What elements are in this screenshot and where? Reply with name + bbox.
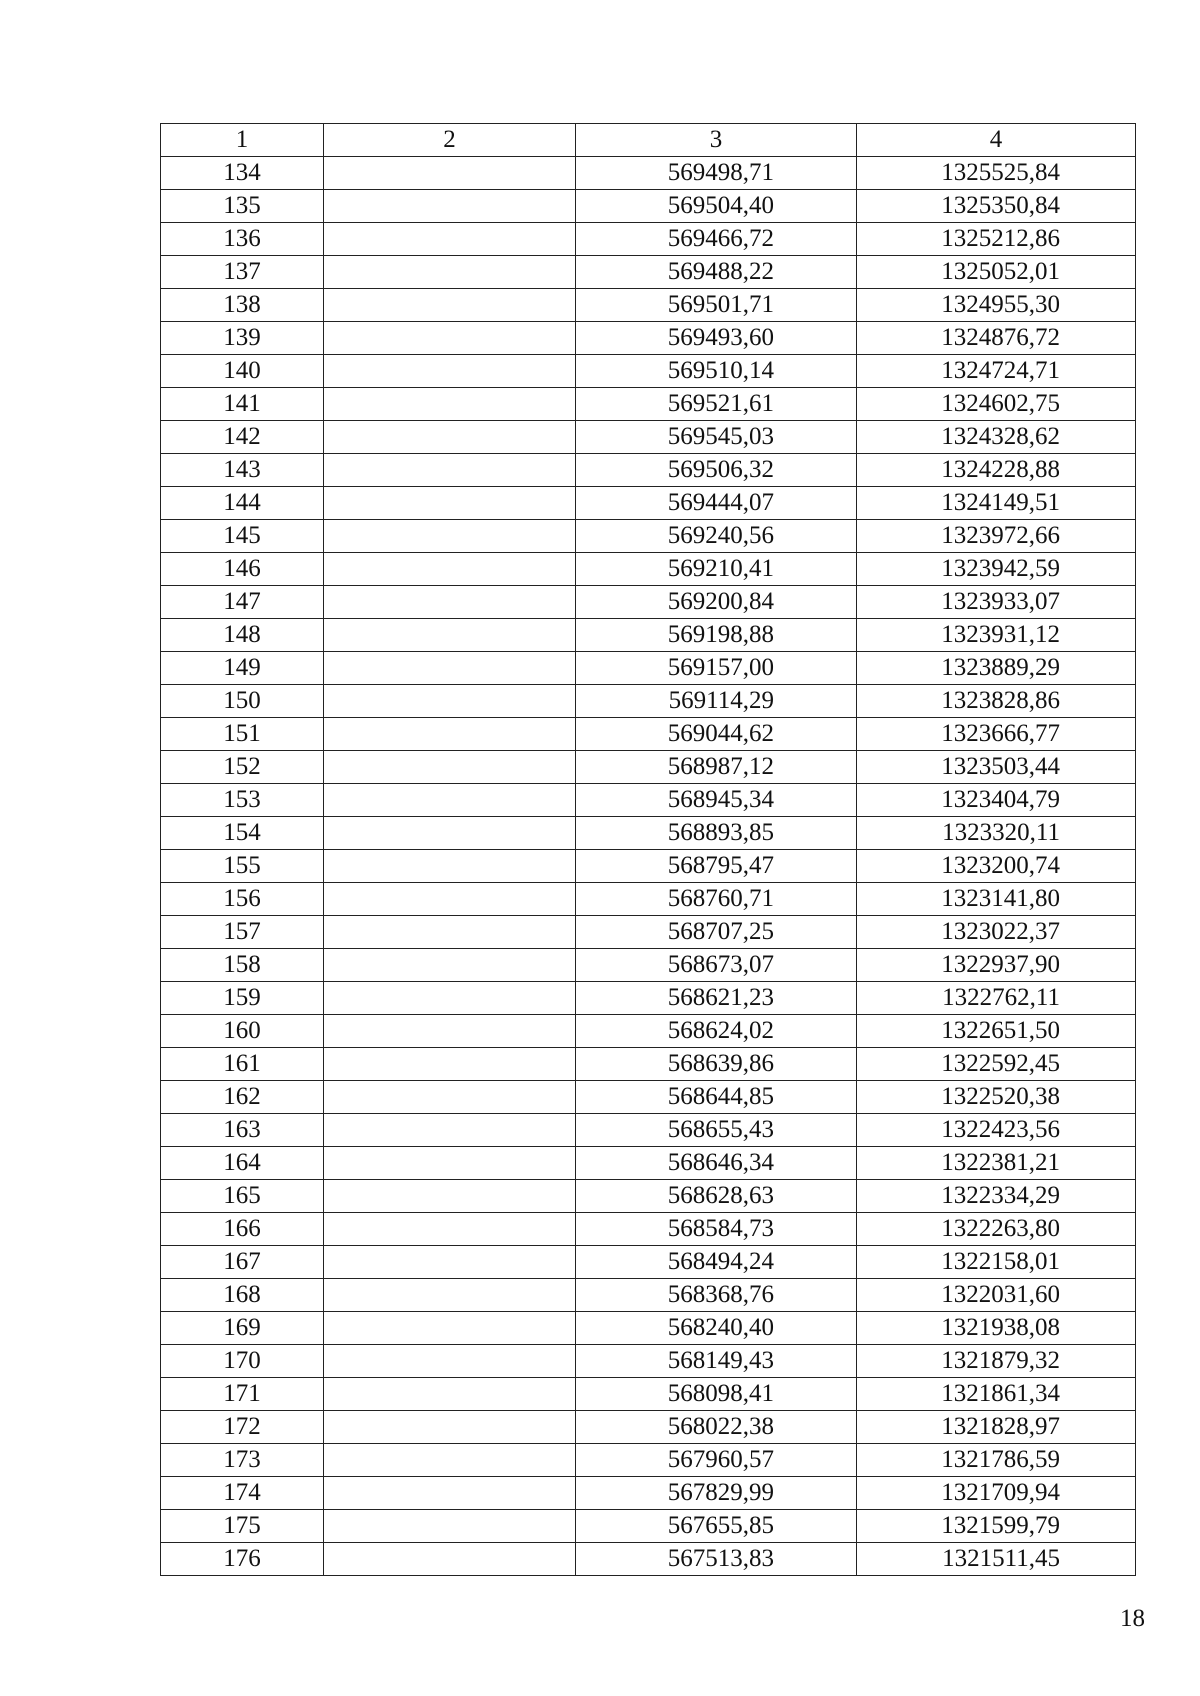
blank-cell <box>324 850 576 883</box>
x-coordinate-cell: 568987,12 <box>576 751 857 784</box>
table-row <box>161 289 1136 322</box>
point-number-cell: 136 <box>161 223 324 256</box>
x-coordinate-cell: 568893,85 <box>576 817 857 850</box>
point-number-cell: 160 <box>161 1015 324 1048</box>
x-coordinate-cell: 569510,14 <box>576 355 857 388</box>
x-coordinate-cell: 569466,72 <box>576 223 857 256</box>
blank-cell <box>324 1444 576 1477</box>
blank-cell <box>324 652 576 685</box>
point-number-cell: 135 <box>161 190 324 223</box>
blank-cell <box>324 520 576 553</box>
x-coordinate-cell: 568673,07 <box>576 949 857 982</box>
column-header-4: 4 <box>857 124 1136 157</box>
x-coordinate-cell: 569444,07 <box>576 487 857 520</box>
y-coordinate-cell: 1323200,74 <box>857 850 1136 883</box>
x-coordinate-cell: 568494,24 <box>576 1246 857 1279</box>
table-body <box>161 157 1136 1576</box>
blank-cell <box>324 1015 576 1048</box>
y-coordinate-cell: 1325350,84 <box>857 190 1136 223</box>
y-coordinate-cell: 1321861,34 <box>857 1378 1136 1411</box>
blank-cell <box>324 685 576 718</box>
y-coordinate-cell: 1322381,21 <box>857 1147 1136 1180</box>
y-coordinate-cell: 1325212,86 <box>857 223 1136 256</box>
x-coordinate-cell: 568644,85 <box>576 1081 857 1114</box>
point-number-cell: 158 <box>161 949 324 982</box>
point-number-cell: 167 <box>161 1246 324 1279</box>
table-row <box>161 817 1136 850</box>
y-coordinate-cell: 1325052,01 <box>857 256 1136 289</box>
blank-cell <box>324 1213 576 1246</box>
y-coordinate-cell: 1322263,80 <box>857 1213 1136 1246</box>
point-number-cell: 157 <box>161 916 324 949</box>
x-coordinate-cell: 569501,71 <box>576 289 857 322</box>
y-coordinate-cell: 1323404,79 <box>857 784 1136 817</box>
x-coordinate-cell: 569521,61 <box>576 388 857 421</box>
blank-cell <box>324 784 576 817</box>
point-number-cell: 138 <box>161 289 324 322</box>
table-row <box>161 883 1136 916</box>
y-coordinate-cell: 1324149,51 <box>857 487 1136 520</box>
y-coordinate-cell: 1323828,86 <box>857 685 1136 718</box>
y-coordinate-cell: 1322592,45 <box>857 1048 1136 1081</box>
point-number-cell: 165 <box>161 1180 324 1213</box>
x-coordinate-cell: 569198,88 <box>576 619 857 652</box>
blank-cell <box>324 883 576 916</box>
y-coordinate-cell: 1323972,66 <box>857 520 1136 553</box>
y-coordinate-cell: 1322520,38 <box>857 1081 1136 1114</box>
point-number-cell: 166 <box>161 1213 324 1246</box>
y-coordinate-cell: 1321709,94 <box>857 1477 1136 1510</box>
point-number-cell: 172 <box>161 1411 324 1444</box>
blank-cell <box>324 1345 576 1378</box>
table-row <box>161 1180 1136 1213</box>
point-number-cell: 173 <box>161 1444 324 1477</box>
table-row <box>161 1114 1136 1147</box>
y-coordinate-cell: 1322334,29 <box>857 1180 1136 1213</box>
table-row <box>161 718 1136 751</box>
point-number-cell: 150 <box>161 685 324 718</box>
point-number-cell: 151 <box>161 718 324 751</box>
y-coordinate-cell: 1324602,75 <box>857 388 1136 421</box>
y-coordinate-cell: 1322762,11 <box>857 982 1136 1015</box>
point-number-cell: 142 <box>161 421 324 454</box>
blank-cell <box>324 256 576 289</box>
point-number-cell: 155 <box>161 850 324 883</box>
y-coordinate-cell: 1323933,07 <box>857 586 1136 619</box>
table-row <box>161 388 1136 421</box>
y-coordinate-cell: 1322651,50 <box>857 1015 1136 1048</box>
x-coordinate-cell: 568368,76 <box>576 1279 857 1312</box>
point-number-cell: 161 <box>161 1048 324 1081</box>
point-number-cell: 139 <box>161 322 324 355</box>
point-number-cell: 156 <box>161 883 324 916</box>
y-coordinate-cell: 1324724,71 <box>857 355 1136 388</box>
blank-cell <box>324 817 576 850</box>
blank-cell <box>324 751 576 784</box>
table-row <box>161 355 1136 388</box>
x-coordinate-cell: 567655,85 <box>576 1510 857 1543</box>
blank-cell <box>324 1477 576 1510</box>
table-row <box>161 1081 1136 1114</box>
table-row <box>161 916 1136 949</box>
point-number-cell: 144 <box>161 487 324 520</box>
x-coordinate-cell: 568621,23 <box>576 982 857 1015</box>
table-row <box>161 784 1136 817</box>
y-coordinate-cell: 1322031,60 <box>857 1279 1136 1312</box>
y-coordinate-cell: 1321599,79 <box>857 1510 1136 1543</box>
blank-cell <box>324 619 576 652</box>
blank-cell <box>324 322 576 355</box>
blank-cell <box>324 1114 576 1147</box>
table-row <box>161 1279 1136 1312</box>
blank-cell <box>324 487 576 520</box>
y-coordinate-cell: 1322158,01 <box>857 1246 1136 1279</box>
table-row <box>161 322 1136 355</box>
y-coordinate-cell: 1324328,62 <box>857 421 1136 454</box>
y-coordinate-cell: 1324228,88 <box>857 454 1136 487</box>
y-coordinate-cell: 1323931,12 <box>857 619 1136 652</box>
point-number-cell: 176 <box>161 1543 324 1576</box>
y-coordinate-cell: 1321786,59 <box>857 1444 1136 1477</box>
table-row <box>161 553 1136 586</box>
point-number-cell: 147 <box>161 586 324 619</box>
x-coordinate-cell: 569114,29 <box>576 685 857 718</box>
x-coordinate-cell: 567960,57 <box>576 1444 857 1477</box>
table-row <box>161 1147 1136 1180</box>
table-row <box>161 1510 1136 1543</box>
y-coordinate-cell: 1323666,77 <box>857 718 1136 751</box>
y-coordinate-cell: 1323022,37 <box>857 916 1136 949</box>
x-coordinate-cell: 568022,38 <box>576 1411 857 1444</box>
table-row <box>161 1213 1136 1246</box>
table-row <box>161 520 1136 553</box>
x-coordinate-cell: 568639,86 <box>576 1048 857 1081</box>
x-coordinate-cell: 567829,99 <box>576 1477 857 1510</box>
table-row <box>161 421 1136 454</box>
table-row <box>161 487 1136 520</box>
y-coordinate-cell: 1323141,80 <box>857 883 1136 916</box>
y-coordinate-cell: 1323503,44 <box>857 751 1136 784</box>
x-coordinate-cell: 569498,71 <box>576 157 857 190</box>
y-coordinate-cell: 1324876,72 <box>857 322 1136 355</box>
point-number-cell: 174 <box>161 1477 324 1510</box>
table-row <box>161 1378 1136 1411</box>
y-coordinate-cell: 1322937,90 <box>857 949 1136 982</box>
point-number-cell: 143 <box>161 454 324 487</box>
y-coordinate-cell: 1323942,59 <box>857 553 1136 586</box>
point-number-cell: 141 <box>161 388 324 421</box>
point-number-cell: 152 <box>161 751 324 784</box>
blank-cell <box>324 1543 576 1576</box>
blank-cell <box>324 223 576 256</box>
point-number-cell: 137 <box>161 256 324 289</box>
blank-cell <box>324 586 576 619</box>
table-row <box>161 1543 1136 1576</box>
coordinates-table <box>160 123 1136 1576</box>
table-row <box>161 850 1136 883</box>
point-number-cell: 170 <box>161 1345 324 1378</box>
blank-cell <box>324 289 576 322</box>
x-coordinate-cell: 569545,03 <box>576 421 857 454</box>
x-coordinate-cell: 568240,40 <box>576 1312 857 1345</box>
blank-cell <box>324 1048 576 1081</box>
table-row <box>161 751 1136 784</box>
blank-cell <box>324 949 576 982</box>
x-coordinate-cell: 569210,41 <box>576 553 857 586</box>
table-row <box>161 949 1136 982</box>
page-number: 18 <box>1120 1605 1145 1632</box>
y-coordinate-cell: 1322423,56 <box>857 1114 1136 1147</box>
point-number-cell: 171 <box>161 1378 324 1411</box>
y-coordinate-cell: 1321828,97 <box>857 1411 1136 1444</box>
x-coordinate-cell: 568628,63 <box>576 1180 857 1213</box>
table-row <box>161 982 1136 1015</box>
y-coordinate-cell: 1321938,08 <box>857 1312 1136 1345</box>
column-header-1: 1 <box>161 124 324 157</box>
blank-cell <box>324 454 576 487</box>
table-header-row <box>161 124 1136 157</box>
point-number-cell: 163 <box>161 1114 324 1147</box>
y-coordinate-cell: 1323889,29 <box>857 652 1136 685</box>
x-coordinate-cell: 569488,22 <box>576 256 857 289</box>
table-row <box>161 1444 1136 1477</box>
x-coordinate-cell: 569157,00 <box>576 652 857 685</box>
blank-cell <box>324 1411 576 1444</box>
y-coordinate-cell: 1323320,11 <box>857 817 1136 850</box>
blank-cell <box>324 1510 576 1543</box>
table-row <box>161 1246 1136 1279</box>
table-row <box>161 1345 1136 1378</box>
x-coordinate-cell: 568707,25 <box>576 916 857 949</box>
point-number-cell: 149 <box>161 652 324 685</box>
x-coordinate-cell: 569200,84 <box>576 586 857 619</box>
x-coordinate-cell: 569493,60 <box>576 322 857 355</box>
point-number-cell: 140 <box>161 355 324 388</box>
blank-cell <box>324 1180 576 1213</box>
column-header-3: 3 <box>576 124 857 157</box>
blank-cell <box>324 1246 576 1279</box>
y-coordinate-cell: 1325525,84 <box>857 157 1136 190</box>
x-coordinate-cell: 568760,71 <box>576 883 857 916</box>
point-number-cell: 159 <box>161 982 324 1015</box>
column-header-2: 2 <box>324 124 576 157</box>
table-row <box>161 685 1136 718</box>
y-coordinate-cell: 1321511,45 <box>857 1543 1136 1576</box>
blank-cell <box>324 718 576 751</box>
blank-cell <box>324 1081 576 1114</box>
point-number-cell: 168 <box>161 1279 324 1312</box>
x-coordinate-cell: 569504,40 <box>576 190 857 223</box>
table-row <box>161 223 1136 256</box>
blank-cell <box>324 1147 576 1180</box>
x-coordinate-cell: 568624,02 <box>576 1015 857 1048</box>
table-row <box>161 157 1136 190</box>
blank-cell <box>324 157 576 190</box>
point-number-cell: 146 <box>161 553 324 586</box>
x-coordinate-cell: 569506,32 <box>576 454 857 487</box>
x-coordinate-cell: 568098,41 <box>576 1378 857 1411</box>
point-number-cell: 169 <box>161 1312 324 1345</box>
x-coordinate-cell: 568945,34 <box>576 784 857 817</box>
point-number-cell: 145 <box>161 520 324 553</box>
table-row <box>161 454 1136 487</box>
x-coordinate-cell: 568149,43 <box>576 1345 857 1378</box>
point-number-cell: 148 <box>161 619 324 652</box>
blank-cell <box>324 982 576 1015</box>
point-number-cell: 154 <box>161 817 324 850</box>
table-row <box>161 1048 1136 1081</box>
table-row <box>161 1477 1136 1510</box>
table-row <box>161 1411 1136 1444</box>
point-number-cell: 164 <box>161 1147 324 1180</box>
x-coordinate-cell: 569240,56 <box>576 520 857 553</box>
point-number-cell: 134 <box>161 157 324 190</box>
blank-cell <box>324 355 576 388</box>
x-coordinate-cell: 567513,83 <box>576 1543 857 1576</box>
blank-cell <box>324 388 576 421</box>
blank-cell <box>324 421 576 454</box>
table-row <box>161 1015 1136 1048</box>
blank-cell <box>324 916 576 949</box>
x-coordinate-cell: 569044,62 <box>576 718 857 751</box>
x-coordinate-cell: 568646,34 <box>576 1147 857 1180</box>
blank-cell <box>324 553 576 586</box>
x-coordinate-cell: 568655,43 <box>576 1114 857 1147</box>
table-row <box>161 1312 1136 1345</box>
blank-cell <box>324 1312 576 1345</box>
x-coordinate-cell: 568795,47 <box>576 850 857 883</box>
table-row <box>161 586 1136 619</box>
blank-cell <box>324 190 576 223</box>
point-number-cell: 175 <box>161 1510 324 1543</box>
y-coordinate-cell: 1324955,30 <box>857 289 1136 322</box>
blank-cell <box>324 1279 576 1312</box>
point-number-cell: 162 <box>161 1081 324 1114</box>
y-coordinate-cell: 1321879,32 <box>857 1345 1136 1378</box>
table-row <box>161 619 1136 652</box>
blank-cell <box>324 1378 576 1411</box>
table-row <box>161 256 1136 289</box>
point-number-cell: 153 <box>161 784 324 817</box>
x-coordinate-cell: 568584,73 <box>576 1213 857 1246</box>
table-row <box>161 652 1136 685</box>
table-row <box>161 190 1136 223</box>
